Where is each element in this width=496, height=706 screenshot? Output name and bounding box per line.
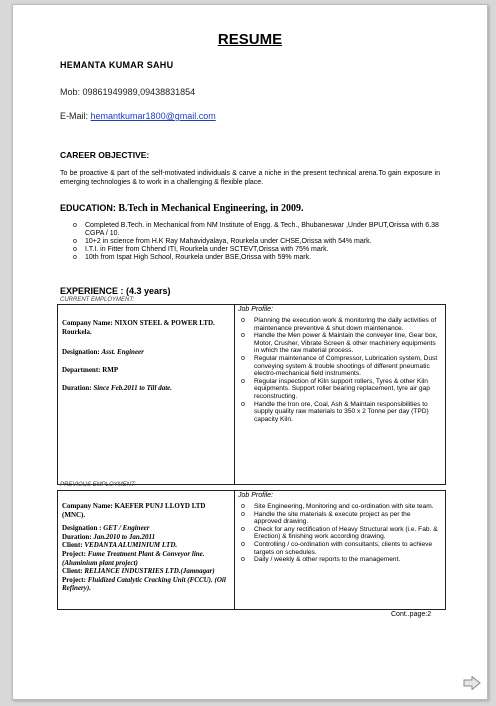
list-item: o Regular maintenance of Compressor, Lubrication system, Dust conveying system & trouble shootings of different pneumatic electro-mechanical field instruments. [241, 354, 438, 378]
circle-bullet-icon: o [241, 540, 245, 548]
previous-designation: GET / Engineer [103, 524, 150, 533]
current-profile-label: Job Profile: [238, 306, 274, 313]
current-company: NIXON STEEL & POWER LTD. Rourkela. [62, 319, 215, 336]
page-title: RESUME [217, 31, 283, 48]
current-department: RMP [102, 366, 119, 374]
education-label: EDUCATION: [60, 203, 116, 213]
mobile-line [60, 87, 195, 97]
circle-bullet-icon: o [73, 246, 77, 253]
circle-bullet-icon: o [241, 400, 245, 408]
email-link[interactable]: hemantkumar1800@gmail.com [90, 111, 216, 121]
circle-bullet-icon: o [241, 510, 245, 518]
circle-bullet-icon: o [241, 377, 245, 385]
continued-note: Cont..page:2 [391, 611, 432, 618]
previous-profile-label: Job Profile: [238, 492, 274, 499]
email-label: E-Mail: [60, 111, 89, 121]
previous-project-1: Fume Treatment Plant & Conveyor line. (Aluminium plant project) [62, 549, 205, 567]
current-profile-list [238, 317, 438, 423]
previous-employment-caption: PREVIOUS EMPLOYMENT: [60, 482, 136, 488]
current-employment-caption: CURRENT EMPLOYMENT: [60, 297, 135, 303]
education-list [73, 222, 453, 262]
circle-bullet-icon: o [241, 317, 245, 324]
circle-bullet-icon: o [73, 254, 77, 261]
circle-bullet-icon: o [241, 525, 245, 533]
education-degree: B.Tech in Mechanical Engineering, in 2009. [118, 203, 304, 214]
list-item: o Site Engineering, Monitoring and co-ordination with site team. [241, 503, 434, 510]
candidate-name: HEMANTA KUMAR SAHU [60, 60, 174, 70]
circle-bullet-icon: o [73, 238, 77, 245]
list-item: o I.T.I. in Fitter from Chhend ITI, Rourkela under SCTEVT,Orissa with 75% mark. [73, 246, 329, 253]
list-item: o Handle the Men power & Maintain the conveyer line, Gear box, Motor, Crusher, Vibrate Screen & other machinery equipments in which the raw material process. [241, 332, 438, 355]
experience-heading: EXPERIENCE : (4.3 years) [60, 286, 171, 296]
list-item: o 10+2 in science from H.K Ray Mahavidyalaya, Rourkela under CHSE,Orissa with 54% mark. [73, 238, 372, 245]
previous-project-2: Fluidized Catalytic Cracking Unit (FCCU). (Oil Refinery). [62, 575, 226, 593]
list-item: o Daily / weekly & other reports to the management. [241, 556, 401, 564]
box-divider [234, 491, 235, 609]
previous-client-2: RELIANCE INDUSTRIES LTD.(Jamnagar) [84, 567, 215, 576]
current-duration: Since Feb.2011 to Till date. [93, 384, 172, 392]
circle-bullet-icon: o [241, 503, 245, 510]
email-line [60, 111, 216, 121]
list-item: o Completed B.Tech. in Mechanical from NM Institute of Engg. & Tech., Bhubaneswar ,Under BPUT,Orissa with 6.38 CGPA / 10. [73, 222, 439, 237]
list-item: o 10th from Ispat High School, Rourkela under BSE,Orissa with 59% mark. [73, 254, 312, 261]
previous-employment-box [57, 490, 446, 610]
mobile-value: 09861949989,09438831854 [82, 87, 196, 97]
career-heading: CAREER OBJECTIVE: [60, 150, 150, 160]
circle-bullet-icon: o [241, 332, 245, 340]
current-employment-box [57, 304, 446, 485]
previous-duration: Jan.2010 to Jan.2011 [93, 532, 156, 541]
list-item: o Regular inspection of Kiln support rollers, Tyres & other Kiln equipments. Support roller bearing replacement, tyre air gap reconstructing. [241, 377, 430, 400]
career-text: To be proactive & part of the self-motivated individuals & carve a niche in the present technical arena.To gain exposure in emerging technologies & to work in a challenging & flexible place. [60, 170, 440, 186]
list-item: o Handle the Iron ore, Coal, Ash & Maintain responsibilities to supply quality raw materials to 350 x 2 Tonne per day (TPD) capacity Kiln. [241, 400, 429, 423]
mobile-label: Mob: [60, 87, 81, 97]
resume-page [12, 4, 488, 700]
box-divider [234, 305, 235, 484]
current-designation: Asst. Engineer [101, 348, 144, 356]
arrow-right-icon[interactable] [463, 676, 481, 690]
list-item: o Controlling / co-ordination with consultants, clients to achieve targets on schedules. [241, 540, 433, 556]
previous-employer-details: Company Name: KAEFER PUNJ LLOYD LTD (MNC). Designation : GET / Engineer Duration: Jan.2010 to Jan.2011 Client: VEDANTA ALUMINIUM LTD. Project: Fume Treatment Plant & Conveyor line. (Aluminium plant project) Client: RELIANCE INDUSTRIES LTD.(Jamnagar) Project: Fluidized Catalytic Cracking Unit (FCCU). (Oil Refinery). [62, 502, 226, 593]
previous-client-1: VEDANTA ALUMINIUM LTD. [84, 541, 178, 550]
circle-bullet-icon: o [241, 556, 245, 564]
circle-bullet-icon: o [73, 222, 77, 229]
list-item: o Handle the site materials & execute project as per the approved drawing. [241, 510, 411, 526]
previous-company: KAEFER PUNJ LLOYD LTD (MNC). [62, 502, 206, 519]
previous-profile-list [238, 503, 438, 564]
circle-bullet-icon: o [241, 354, 245, 362]
list-item: o Planning the execution work & monitoring the daily activities of maintenance preventive & shut down maintenance. [241, 317, 437, 332]
education-title [60, 203, 304, 214]
current-employer-details: Company Name: NIXON STEEL & POWER LTD. Rourkela. Designation: Asst. Engineer Department: RMP Duration: Since Feb.2011 to Till date. [62, 319, 215, 392]
list-item: o Check for any rectification of Heavy Structural work (i.e. Fab. & Erection) & finishing work according drawing. [241, 525, 438, 541]
